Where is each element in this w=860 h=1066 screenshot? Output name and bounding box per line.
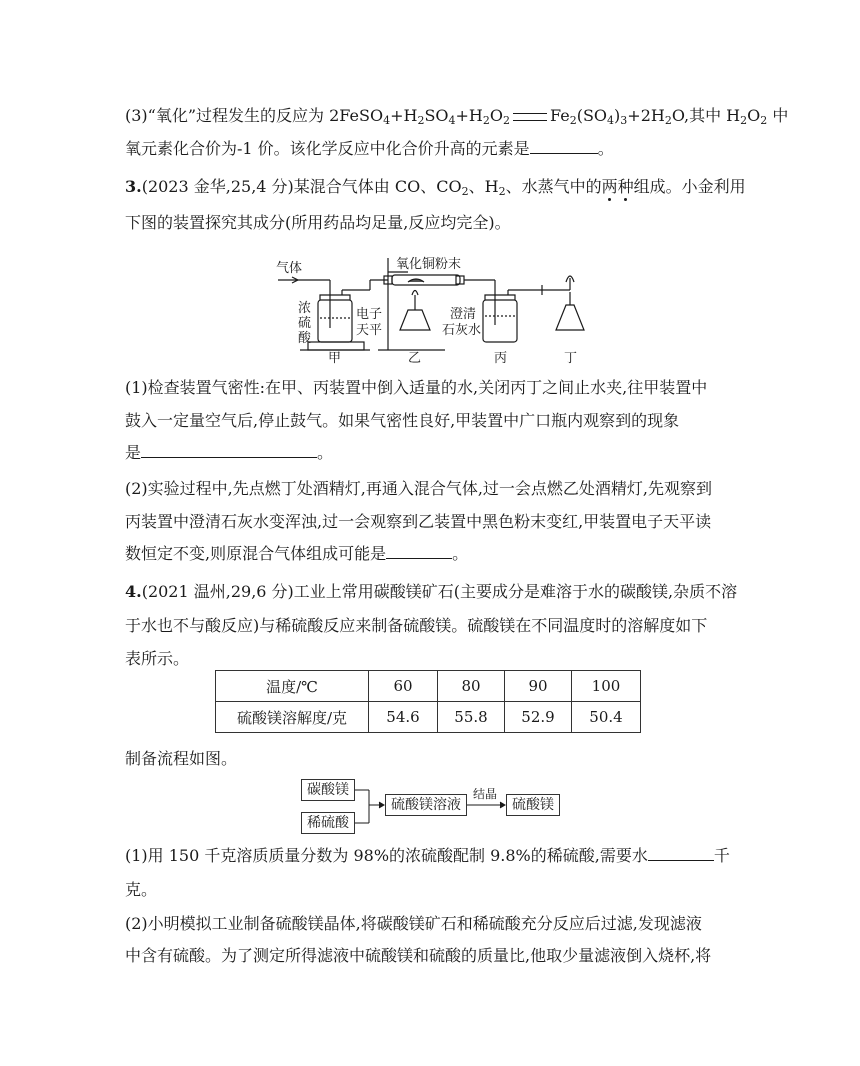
label-ding: 丁 xyxy=(564,351,578,366)
flow-box-magnesium-sulfate-solution: 硫酸镁溶液 xyxy=(385,794,467,816)
q4-line2: 于水也不与酸反应)与稀硫酸反应来制备硫酸镁。硫酸镁在不同温度时的溶解度如下 xyxy=(125,616,708,635)
label-limewater-2: 石灰水 xyxy=(442,323,482,338)
q4-p2-line1: (2)小明模拟工业制备硫酸镁晶体,将碳酸镁矿石和稀硫酸充分反应后过滤,发现滤液 xyxy=(125,914,702,933)
question-number: 4. xyxy=(125,582,142,601)
label-limewater-1: 澄清 xyxy=(450,307,477,322)
table-cell: 55.8 xyxy=(438,702,505,733)
label-balance-1: 电子 xyxy=(356,307,383,322)
q3-line2: 下图的装置探究其成分(所用药品均足量,反应均完全)。 xyxy=(125,213,511,232)
apparatus-diagram xyxy=(270,250,590,365)
q3-part3-line1: (3)“氧化”过程发生的反应为 $2FeSO_4+H_2SO_4+H_2O_2$ $Fe_2(SO_4)_3+2H_2O$,其中 $H_2O_2$ 中 xyxy=(125,106,789,127)
table-cell: 52.9 xyxy=(505,702,572,733)
label-jia: 甲 xyxy=(328,351,342,366)
label-acid-1: 浓 xyxy=(298,301,312,316)
table-row xyxy=(216,671,641,702)
table-cell: 80 xyxy=(438,671,505,702)
answer-blank[interactable] xyxy=(141,442,317,458)
flow-box-dilute-sulfuric-acid: 稀硫酸 xyxy=(301,812,355,834)
q4-p1-line2: 克。 xyxy=(125,880,158,899)
q4-line1: 4.(2021 温州,29,6 分)工业上常用碳酸镁矿石(主要成分是难溶于水的碳酸镁,杂质不溶 xyxy=(125,582,738,601)
label-yi: 乙 xyxy=(408,351,422,366)
answer-blank[interactable] xyxy=(386,543,452,559)
q4-flow-intro: 制备流程如图。 xyxy=(125,749,238,768)
label-gas: 气体 xyxy=(276,261,303,276)
q3-p2-line3: 数恒定不变,则原混合气体组成可能是 。 xyxy=(125,544,469,563)
flow-box-magnesium-carbonate: 碳酸镁 xyxy=(301,779,355,801)
label-acid-2: 硫 xyxy=(298,316,312,331)
q3-p2-line2: 丙装置中澄清石灰水变浑浊,过一会观察到乙装置中黑色粉末变红,甲装置电子天平读 xyxy=(125,512,712,531)
solubility-table xyxy=(215,670,641,733)
q3-p1-line1: (1)检查装置气密性:在甲、丙装置中倒入适量的水,关闭丙丁之间止水夹,往甲装置中 xyxy=(125,378,708,397)
label-balance-2: 天平 xyxy=(356,323,383,338)
question-number: 3. xyxy=(125,177,142,196)
q4-p2-line2: 中含有硫酸。为了测定所得滤液中硫酸镁和硫酸的质量比,他取少量滤液倒入烧杯,将 xyxy=(125,946,712,965)
flow-box-magnesium-sulfate: 硫酸镁 xyxy=(506,794,560,816)
equals-sign xyxy=(513,113,547,121)
table-cell: 60 xyxy=(369,671,438,702)
table-cell: 100 xyxy=(572,671,641,702)
label-bing: 丙 xyxy=(494,351,508,366)
emphasis-dot-char: 两 xyxy=(601,177,618,196)
q4-line3: 表所示。 xyxy=(125,649,190,668)
label-acid-3: 酸 xyxy=(298,331,312,346)
q3-p1-line2: 鼓入一定量空气后,停止鼓气。如果气密性良好,甲装置中广口瓶内观察到的现象 xyxy=(125,411,680,430)
table-cell: 50.4 xyxy=(572,702,641,733)
table-cell: 温度/℃ xyxy=(216,671,369,702)
label-copper-oxide: 氧化铜粉末 xyxy=(396,257,462,272)
answer-blank[interactable] xyxy=(648,845,714,861)
table-row xyxy=(216,702,641,733)
q3-line1: 3.(2023 金华,25,4 分)某混合气体由 CO、$CO_2$、$H_2$、水蒸气中的两种组成。小金利用 xyxy=(125,177,746,198)
table-cell: 54.6 xyxy=(369,702,438,733)
emphasis-dot-char: 种 xyxy=(617,177,634,196)
q3-part3-line2: 氧元素化合价为-1 价。该化学反应中化合价升高的元素是 。 xyxy=(125,139,614,158)
table-cell: 硫酸镁溶解度/克 xyxy=(216,702,369,733)
q4-p1-line1: (1)用 150 千克溶质质量分数为 98%的浓硫酸配制 9.8%的稀硫酸,需要水 千 xyxy=(125,846,730,865)
q3-p1-line3: 是 。 xyxy=(125,443,334,462)
q3-p2-line1: (2)实验过程中,先点燃丁处酒精灯,再通入混合气体,过一会点燃乙处酒精灯,先观察到 xyxy=(125,479,713,498)
answer-blank[interactable] xyxy=(530,138,598,154)
flow-arrow-label: 结晶 xyxy=(473,787,498,801)
table-cell: 90 xyxy=(505,671,572,702)
